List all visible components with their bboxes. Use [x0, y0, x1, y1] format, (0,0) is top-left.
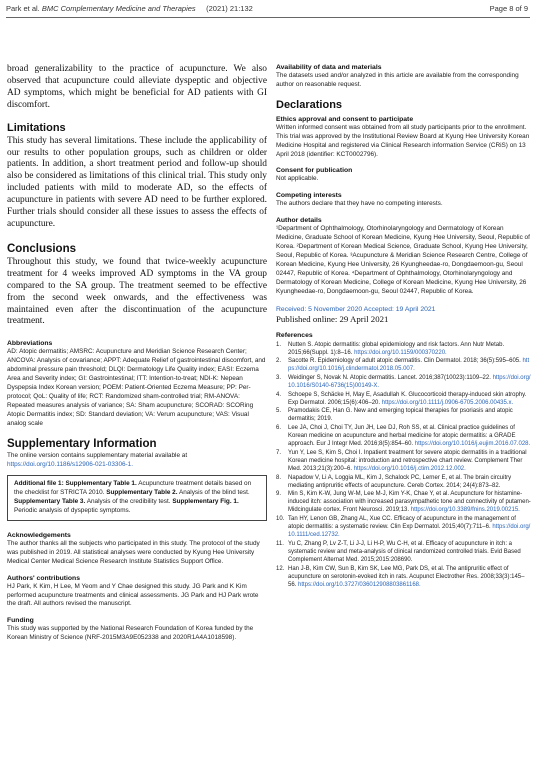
contributions-text: HJ Park, K Kim, H Lee, M Yeom and Y Chae designed this study. JG Park and K Kim performed acupuncture treatments and clinical assessments. JG Park and HJ Park wrote the draft. All authors revised the manuscript.	[7, 582, 259, 608]
declarations-heading: Declarations	[276, 98, 343, 111]
supp-table-3-label: Supplementary Table 3.	[14, 498, 86, 506]
reference-item	[276, 490, 532, 514]
reference-doi-link[interactable]: https://doi.org/10.3727/036012908803861168.	[298, 581, 421, 588]
references-heading: References	[276, 331, 313, 339]
supp-fig-1-text: Periodic analysis of dyspeptic symptoms.	[14, 507, 131, 514]
conclusions-heading: Conclusions	[7, 242, 77, 255]
supp-table-2-label: Supplementary Table 2.	[106, 489, 178, 497]
reference-text: Sacotte R. Epidemiology of adult atopic dermatitis. Clin Dermatol. 2018; 36(5):595–605.	[288, 358, 523, 365]
consent-heading: Consent for publication	[276, 167, 353, 175]
supplementary-link[interactable]: https://doi.org/10.1186/s12906-021-03306-1.	[7, 461, 134, 469]
abbreviations-text: AD: Atopic dermatitis; AMSRC: Acupuncture and Meridian Science Research Center; ANCOVA: Analysis of covariance; APPT: Adequate Relief of gastrointestinal discomfort, and abdominal pressure pain threshold; DLQI: Dermatology Life Quality index; EASI: Eczema Area and Severity index; GI: Gastrointestinal; ITT: Intention-to-treat; NDI-K: Nepean Dyspepsia Index Korean version; POEM: Patient-Oriented Eczema Measure; PP: Per-protocol; QoL: Quality of life; RCT: Randomized sham-controlled trial; RM-ANOVA: Repeated measures analysis of variance; SA: Sham acupuncture; SCORAD: SCORing Atopic Dermatitis index; SD: Standard deviation; VA: Verum acupuncture; VAS: Visual analog scale	[7, 348, 266, 427]
reference-number: 2.	[276, 358, 282, 365]
reference-doi-link[interactable]: https://doi.org/10.1016/S0140-6736(15)00149-X.	[288, 374, 531, 389]
reference-doi-link[interactable]: https://doi.org/10.1111/ced.12732.	[288, 524, 531, 539]
reference-item	[276, 374, 532, 390]
acknowledgements-text: The author thanks all the subjects who participated in this study. The protocol of the study was published in 2019. All statistical analyses were conducted by Kyung Hee University Medical Center Medical Science Research Institute Statistics Support Office.	[7, 539, 260, 565]
reference-item	[276, 515, 532, 539]
availability-heading: Availability of data and materials	[276, 64, 382, 71]
journal-prefix: Park et al.	[6, 4, 40, 13]
page-header	[6, 4, 528, 18]
reference-text: Schoepe S, Schäcke H, May E, Asadullah K. Glucocorticoid therapy-induced skin atrophy. Exp Dermatol. 2006;15(6):406–20.	[288, 391, 527, 406]
availability-text: The datasets used and/or analyzed in this article are available from the corresponding author on reasonable request.	[276, 72, 519, 88]
additional-file-box[interactable]	[7, 475, 267, 521]
reference-text: Pramodakis CE, Han G. New and emerging topical therapies for psoriasis and atopic dermatitis; 2019.	[288, 408, 513, 423]
author-details-text: ¹Department of Ophthalmology, Otorhinolaryngology and Dermatology of Korean Medicine, Graduate School of Korean Medicine, Kyung Hee University, Seoul, Republic of Korea. ²Department of Korean Medical Science, Graduate School, Kyung Hee University, Seoul, Republic of Korea. ³Acupuncture & Meridian Science Research Centre, College of Korean Medicine, Kyung Hee University, 26 Kyungheedae-ro, Dongdaemoon-gu, Seoul 02447, Republic of Korea. ⁴Department of Ophthalmology, Otorhinolaryngology and Dermatology of Korean Medicine, College of Korean Medicine, Kyung Hee University, 26 Kyungheedae-ro, Dongdaemoon-gu, Seoul 02447, Republic of Korea.	[276, 225, 530, 295]
header-rule	[6, 17, 530, 18]
consent-text: Not applicable.	[276, 175, 319, 183]
reference-number: 11.	[276, 540, 284, 547]
reference-item	[276, 391, 532, 407]
contributions-heading: Authors' contributions	[7, 574, 80, 582]
page-number: Page 8 of 9	[489, 4, 528, 13]
reference-text: Tan HY, Lenon GB, Zhang AL, Xue CC. Efficacy of acupuncture in the management of atopic dermatitis: a systematic review. Clin Exp Dermatol. 2015;40(7):711–6.	[288, 515, 516, 531]
reference-number: 10.	[276, 515, 285, 522]
supplementary-intro: The online version contains supplementary material available at	[7, 452, 188, 460]
reference-number: 12.	[276, 565, 285, 572]
reference-number: 7.	[276, 449, 282, 456]
reference-text: Yun Y, Lee S, Kim S, Choi I. Inpatient treatment for severe atopic dermatitis in a traditional Korean medicine hospital: introduction and retrospective chart review. Complement Ther Med. 2013;21(3):200–6.	[288, 449, 527, 472]
left-column	[7, 64, 267, 643]
reference-item	[276, 449, 532, 473]
limitations-paragraph: This study has several limitations. These include the applicability of our results to other population groups, such as children or older patients. In addition, a short treatment period and follow-up should also be considered as limitations of this clinical trial. This study only included patients with mild to moderate AD, so the effects of acupuncture in patients with severe AD need to be further explored. Further trials should consider all these issues to assess the effects of acupuncture.	[7, 135, 267, 229]
reference-number: 3.	[276, 374, 282, 381]
intro-paragraph: broad generalizability to the practice of acupuncture. We also observed that acupuncture could alleviate dyspeptic and objective AD symptoms, which might be beneficial for AD patients with GI discomfort.	[7, 64, 267, 110]
reference-text: Yu C, Zhang P, Lv Z-T, Li J-J, Li H-P, Wu C-H, et al. Efficacy of acupuncture in itch: a systematic review and meta-analysis of clinical randomized controlled trials. Evid Based Complement Alternat Med. 2015;2015:208690.	[288, 540, 521, 563]
additional-file-label: Additional file 1: Supplementary Table 1.	[14, 480, 137, 488]
reference-item	[276, 540, 532, 564]
abbreviations-heading: Abbreviations	[7, 340, 53, 348]
published-date: Published online: 29 April 2021	[276, 313, 389, 324]
reference-item	[276, 357, 532, 373]
reference-text: Nutten S. Atopic dermatitis: global epidemiology and risk factors. Ann Nutr Metab. 2015;66(Suppl. 1):8–16.	[288, 341, 505, 356]
reference-number: 5.	[276, 408, 282, 415]
reference-doi-link[interactable]: https://doi.org/10.1016/j.ctim.2012.12.002.	[353, 465, 466, 472]
reference-doi-link[interactable]: https://doi.org/10.1111/j.0906-6705.2006.00435.x.	[381, 399, 514, 406]
reference-doi-link[interactable]: https://doi.org/10.1016/j.clindermatol.2018.05.007.	[288, 358, 530, 373]
reference-doi-link[interactable]: https://doi.org/10.1159/000370220.	[354, 349, 447, 356]
reference-item	[276, 407, 532, 423]
reference-number: 9.	[276, 491, 282, 498]
reference-doi-link[interactable]: https://doi.org/10.1016/j.eujim.2016.07.028.	[414, 441, 531, 448]
journal-name: BMC Complementary Medicine and Therapies	[41, 4, 196, 13]
supp-table-3-text: Analysis of the credibility test.	[86, 498, 171, 506]
reference-number: 4.	[276, 391, 282, 398]
reference-doi-link[interactable]: https://doi.org/10.3389/fnins.2019.00215.	[410, 507, 520, 514]
author-details-heading: Author details	[276, 217, 322, 225]
journal-issue: (2021) 21:132	[206, 4, 253, 13]
supplementary-heading: Supplementary Information	[7, 438, 157, 451]
funding-text: This study was supported by the National Research Foundation of Korea funded by the Korean Ministry of Science (NRF-2015M3A9E052338 and 2020R1A4A1018598).	[7, 625, 254, 642]
received-accepted-dates: Received: 5 November 2020 Accepted: 19 April 2021	[276, 305, 436, 313]
limitations-heading: Limitations	[7, 121, 66, 134]
reference-text: Napadow V, Li A, Loggia ML, Kim J, Schalock PC, Lerner E, et al. The brain circuitry mediating antipruritic effects of acupuncture. Cereb Cortex. 2014; 24(4):873–82.	[288, 474, 512, 489]
ethics-text: Written informed consent was obtained from all study participants prior to the enrollment. This trial was approved by the Institutional Review Board at Kyung Hee University Korean Medicine Hospital and registered via Clinical Research information Service (CRiS) on 13 April 2018 (identifier: KCT0002796).	[276, 123, 530, 158]
reference-text: Weidinger S, Novak N. Atopic dermatitis. Lancet. 2016;387(10023):1109–22.	[288, 374, 493, 381]
reference-number: 6.	[276, 424, 282, 431]
competing-heading: Competing interests	[276, 192, 342, 200]
conclusions-paragraph: Throughout this study, we found that twice-weekly acupuncture treatment for 4 weeks improved AD symptoms in the VA group compared to the SA group. The treatment seemed to be effective from the second week onwards, and the effectiveness was maintained even after the discontinuation of the acupuncture treatment.	[7, 256, 267, 327]
right-column	[276, 64, 532, 589]
references-list	[276, 341, 532, 589]
acknowledgements-heading: Acknowledgements	[7, 531, 71, 539]
ethics-heading: Ethics approval and consent to participate	[276, 115, 414, 123]
reference-text: Min S, Kim K-W, Jung W-M, Lee M-J, Kim Y-K, Chae Y, et al. Acupuncture for histamine-induced itch: association with increased parasympathetic tone and connectivity of putamen-Midcingulate cortex. Front Neurosci. 2019;13.	[288, 491, 531, 514]
reference-item	[276, 565, 532, 589]
reference-number: 1.	[276, 341, 282, 348]
supplementary-text	[7, 452, 267, 470]
reference-text: Han J-B, Kim CW, Sun B, Kim SK, Lee MG, Park DS, et al. The antipruritic effect of acupuncture on serotonin-evoked itch in rats. Acupunct Electrother Res. 2008;33(3):145–56.	[288, 565, 525, 588]
reference-item	[276, 424, 532, 448]
reference-text: Lee JA, Choi J, Choi TY, Jun JH, Lee DJ, Roh SS, et al. Clinical practice guidelines of Korean medicine on acupuncture and herbal medicine for atopic dermatitis: a GRADE approach. Eur J Integr Med. 2016;8(5):854–60.	[288, 424, 516, 448]
reference-item	[276, 341, 532, 357]
supp-fig-1-label: Supplementary Fig. 1.	[172, 498, 239, 506]
discussion-end	[7, 64, 267, 112]
reference-number: 8.	[276, 474, 282, 481]
competing-text: The authors declare that they have no competing interests.	[276, 200, 443, 208]
journal-citation	[6, 4, 253, 13]
additional-file-text: Acupuncture treatment details based on the checklist for STRICTA 2010.	[14, 480, 252, 497]
reference-item	[276, 474, 532, 490]
funding-heading: Funding	[7, 617, 34, 625]
supp-table-2-text: Analysis of the blind test.	[178, 489, 250, 497]
